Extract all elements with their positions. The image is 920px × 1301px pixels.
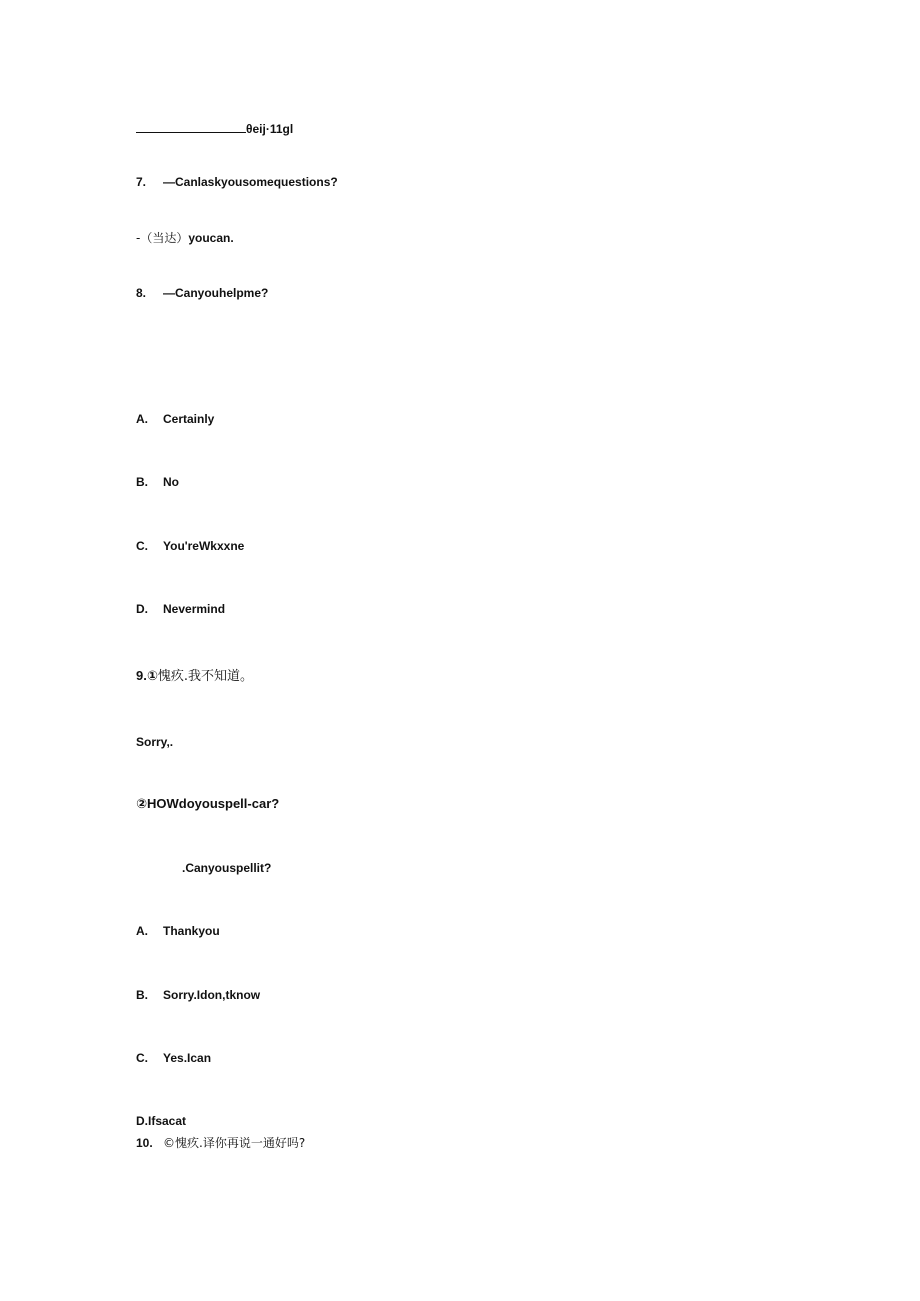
question-number: 8. — [136, 286, 147, 300]
question-7-answer — [136, 230, 234, 246]
question-number: 10. — [136, 1136, 153, 1150]
answer-text: youcan. — [188, 231, 234, 245]
option-text: Nevermind — [163, 602, 226, 616]
option-2a — [136, 923, 220, 939]
option-2c — [136, 1050, 211, 1066]
option-a — [136, 411, 214, 427]
option-d — [136, 601, 225, 617]
answer-hint: -（当达） — [136, 231, 189, 245]
question-10 — [136, 1135, 305, 1151]
question-9 — [136, 668, 253, 685]
blank-line — [136, 121, 293, 137]
option-text: Yes.Ican — [163, 1051, 212, 1065]
question-7 — [136, 174, 338, 190]
question-9b — [136, 796, 279, 812]
option-letter: D. — [136, 602, 148, 616]
question-9b-answer — [182, 860, 271, 876]
question-9-answer — [136, 734, 173, 750]
option-letter: A. — [136, 924, 148, 938]
option-text: You'reWkxxne — [163, 539, 245, 553]
answer-text: Sorry,. — [136, 735, 174, 749]
option-b — [136, 474, 179, 490]
option-letter: C. — [136, 1051, 148, 1065]
option-letter: A. — [136, 412, 148, 426]
question-text: —Canlaskyousomequestions? — [163, 175, 338, 189]
option-text: D.Ifsacat — [136, 1114, 187, 1128]
option-letter: C. — [136, 539, 148, 553]
question-text: ©愧疚.译你再说一通好吗? — [163, 1136, 306, 1150]
question-text: —Canyouhelpme? — [163, 286, 269, 300]
question-number: 9.① — [136, 668, 158, 683]
answer-text: .Canyouspellit? — [182, 861, 272, 875]
option-text: No — [163, 475, 179, 489]
option-c — [136, 538, 244, 554]
question-8 — [136, 285, 268, 301]
answer-blank — [136, 121, 246, 133]
question-number: ② — [136, 796, 148, 811]
option-letter: B. — [136, 475, 148, 489]
question-text: 愧疚.我不知道。 — [157, 669, 253, 684]
option-text: Thankyou — [163, 924, 220, 938]
option-text: Sorry.Idon,tknow — [163, 988, 261, 1002]
option-2b — [136, 987, 260, 1003]
option-text: Certainly — [163, 412, 215, 426]
option-letter: B. — [136, 988, 148, 1002]
option-2d — [136, 1113, 186, 1129]
question-text: HOWdoyouspell-car? — [147, 796, 280, 811]
question-number: 7. — [136, 175, 147, 189]
header-tail-text: θeij·11gl — [246, 122, 294, 136]
